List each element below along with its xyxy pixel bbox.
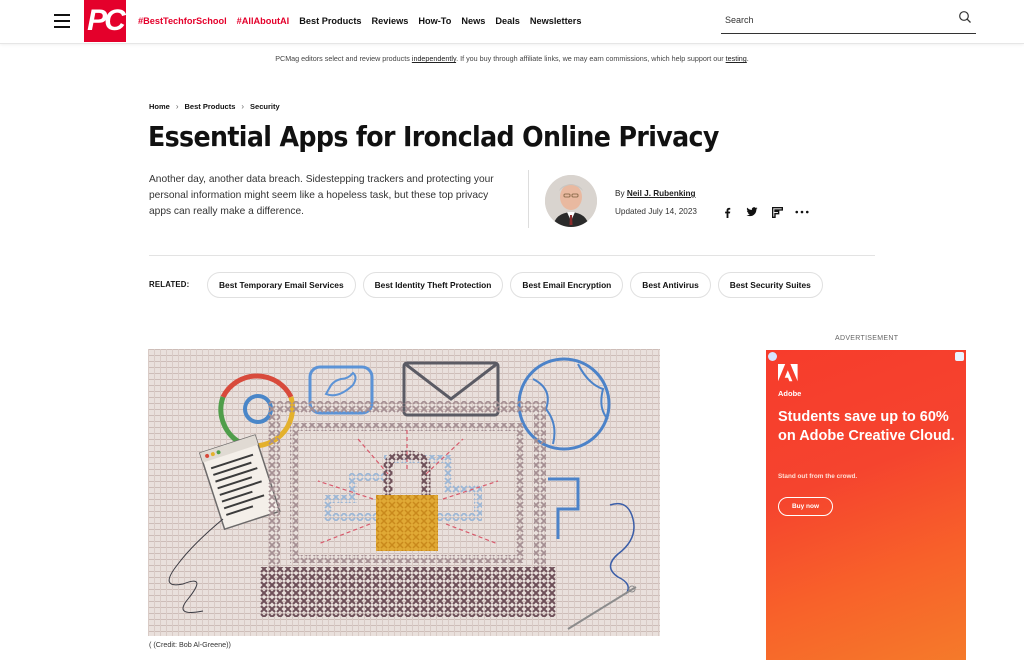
related-pill[interactable]: Best Email Encryption (510, 272, 623, 298)
breadcrumb-home[interactable]: Home (149, 102, 170, 111)
adobe-ad[interactable] (766, 350, 966, 660)
disclosure-text: . (746, 54, 749, 63)
site-header (0, 0, 1024, 44)
related-pill[interactable]: Best Temporary Email Services (207, 272, 356, 298)
ad-label: ADVERTISEMENT (835, 335, 899, 342)
search-box (721, 9, 976, 34)
affiliate-disclosure (0, 54, 1024, 63)
nav-newsletters[interactable]: Newsletters (529, 16, 582, 26)
twitter-icon[interactable] (745, 205, 759, 219)
flipboard-icon[interactable] (770, 205, 784, 219)
search-input[interactable] (721, 9, 941, 31)
search-icon[interactable] (958, 10, 972, 24)
nav-how-to[interactable]: How-To (418, 16, 452, 26)
adchoices-icon[interactable] (955, 352, 964, 361)
adobe-logo (778, 364, 801, 398)
adobe-wordmark: Adobe (778, 389, 802, 398)
page-title: Essential Apps for Ironclad Online Privacy (148, 121, 719, 153)
related-pill[interactable]: Best Antivirus (630, 272, 710, 298)
ad-buy-now-button[interactable]: Buy now (778, 497, 833, 516)
share-bar (720, 205, 809, 219)
testing-link[interactable]: testing (725, 54, 747, 63)
ad-subtext: Stand out from the crowd. (778, 473, 858, 480)
nav-deals[interactable]: Deals (495, 16, 520, 26)
updated-date: Updated July 14, 2023 (615, 207, 697, 216)
divider (528, 170, 529, 228)
related-pill[interactable]: Best Identity Theft Protection (363, 272, 504, 298)
main-nav (138, 16, 581, 26)
ad-headline: Students save up to 60% on Adobe Creative Cloud. (778, 409, 955, 444)
ad-close-icon[interactable] (768, 352, 777, 361)
hero-image (148, 349, 660, 636)
disclosure-text: . If you buy through affiliate links, we may earn commissions, which help support our (456, 54, 726, 63)
nav-all-about-ai[interactable]: #AllAboutAI (236, 16, 290, 26)
site-logo[interactable]: PC (84, 0, 126, 42)
menu-icon[interactable] (54, 14, 70, 28)
image-credit: ( (Credit: Bob Al-Greene)) (149, 640, 231, 649)
byline (615, 189, 696, 198)
breadcrumb (149, 102, 280, 111)
nav-best-tech-for-school[interactable]: #BestTechforSchool (138, 16, 227, 26)
chevron-right-icon: › (241, 102, 245, 111)
author-avatar[interactable] (545, 175, 597, 227)
nav-news[interactable]: News (461, 16, 486, 26)
related-label: RELATED: (149, 280, 190, 289)
related-links (207, 272, 823, 298)
author-link[interactable]: Neil J. Rubenking (626, 189, 696, 198)
chevron-right-icon: › (175, 102, 179, 111)
breadcrumb-security[interactable]: Security (250, 102, 280, 111)
facebook-icon[interactable] (720, 205, 734, 219)
related-pill[interactable]: Best Security Suites (718, 272, 823, 298)
independently-link[interactable]: independently (411, 54, 457, 63)
article-deck: Another day, another data breach. Sidestepping trackers and protecting your personal information might seem like a hopeless task, but these top privacy apps can really make a difference. (149, 174, 494, 218)
more-icon[interactable] (795, 205, 809, 219)
disclosure-text: PCMag editors select and review products (275, 54, 412, 63)
section-divider (149, 255, 875, 256)
byline-prefix: By (615, 189, 627, 198)
breadcrumb-best-products[interactable]: Best Products (184, 102, 236, 111)
nav-reviews[interactable]: Reviews (371, 16, 409, 26)
adobe-logo-icon (778, 364, 798, 382)
nav-best-products[interactable]: Best Products (299, 16, 362, 26)
